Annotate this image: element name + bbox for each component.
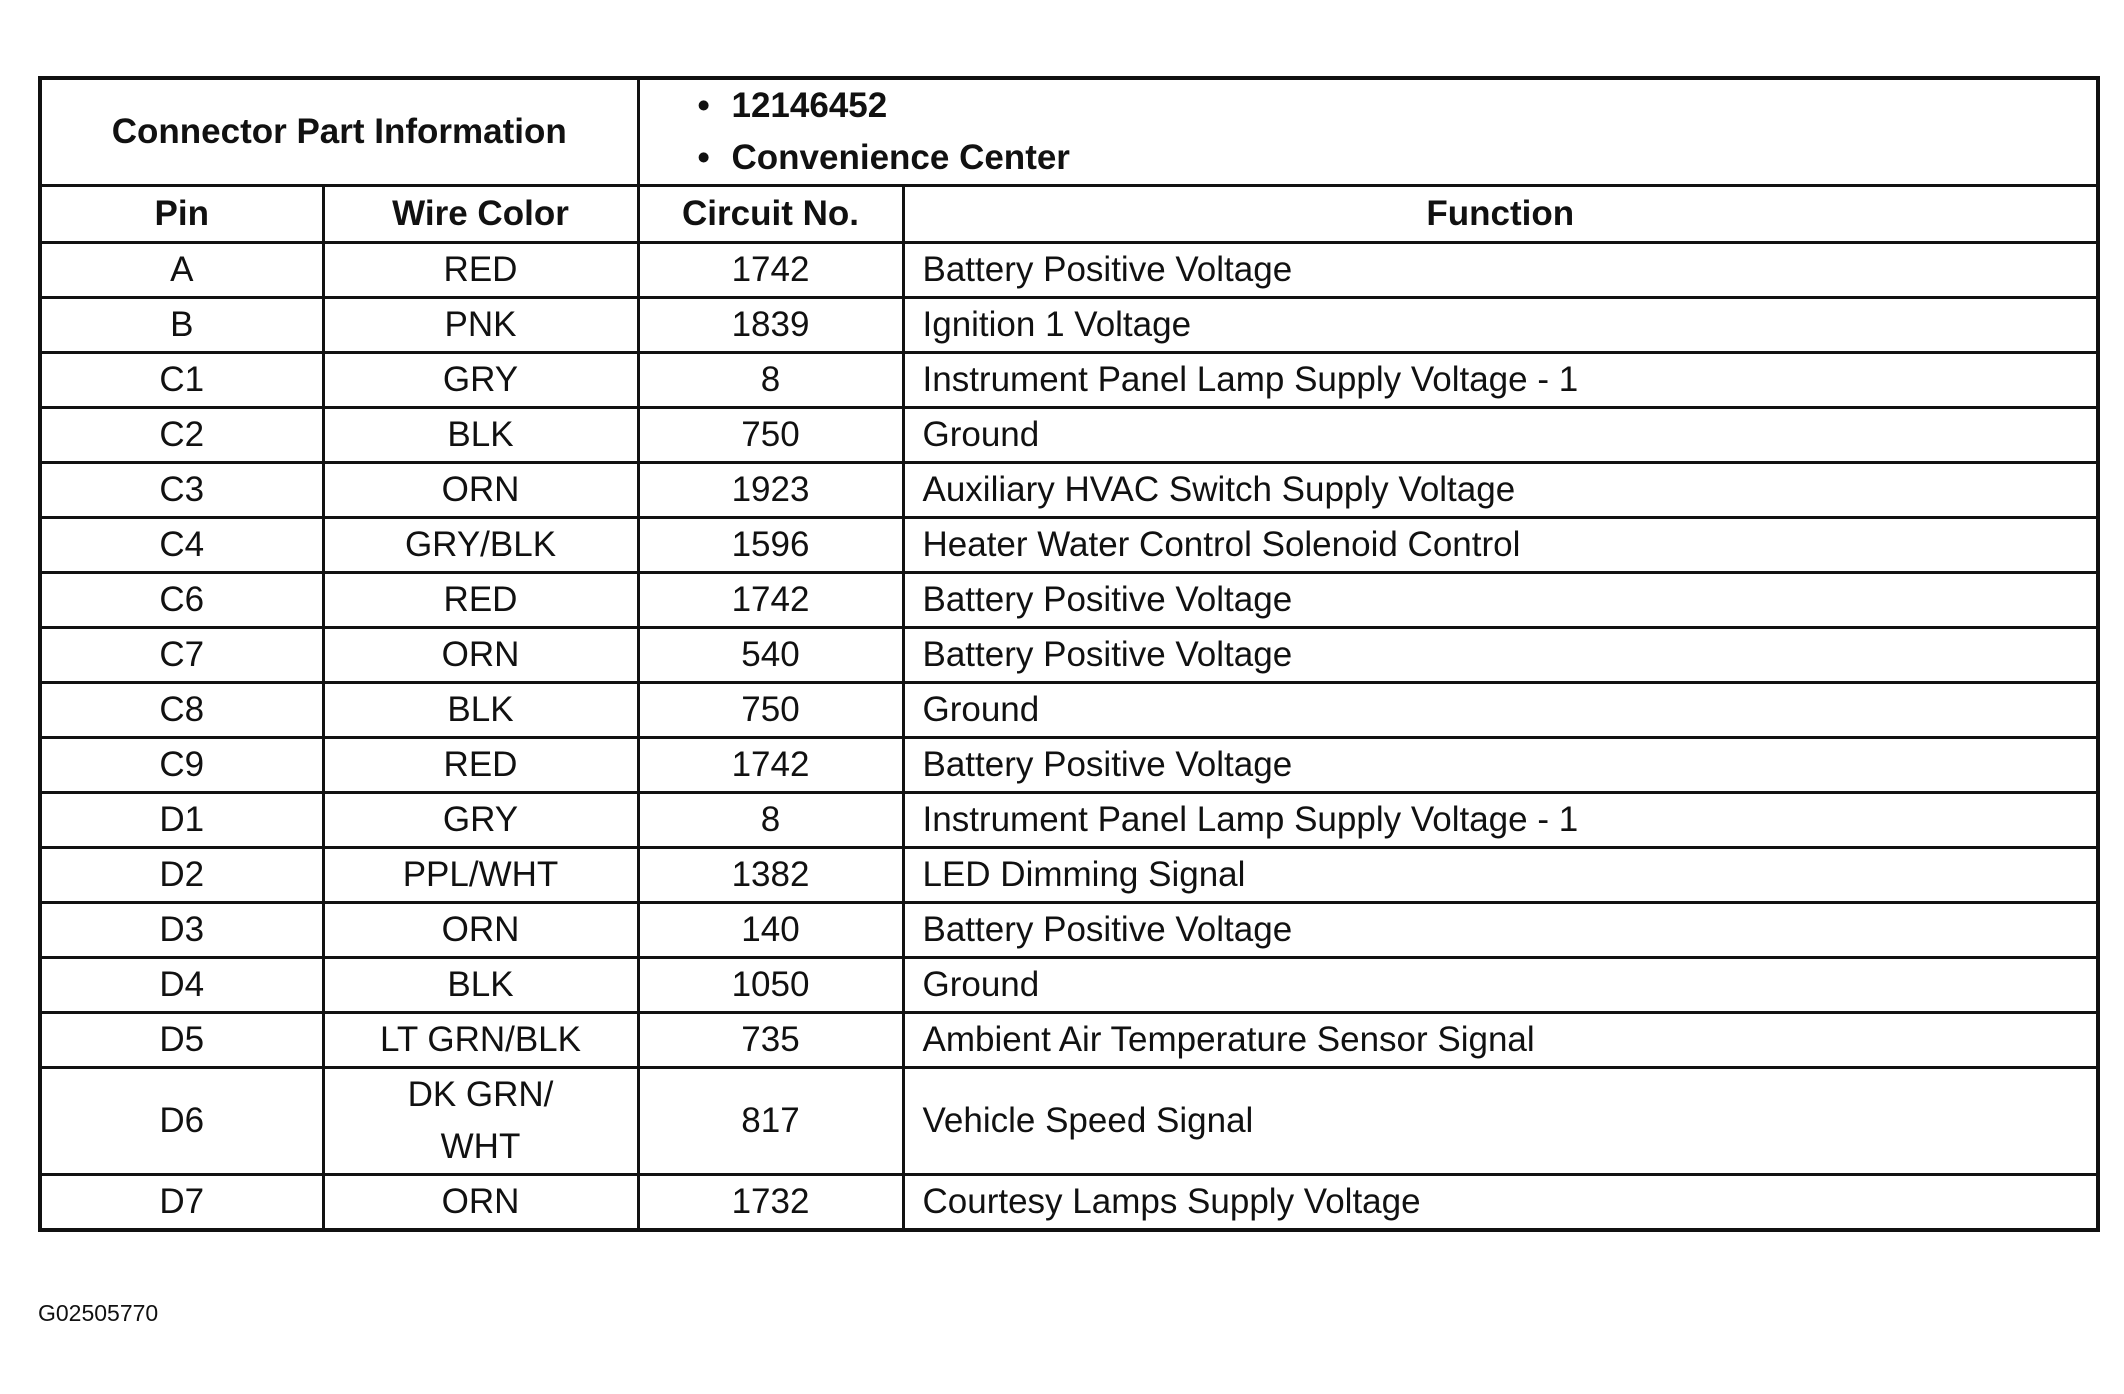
connector-part-number: 12146452 [731, 86, 888, 125]
wire-color-cell: RED [323, 573, 638, 628]
table-row [40, 298, 2098, 353]
table-row [40, 1013, 2098, 1068]
circuit-number-cell: 1596 [638, 518, 903, 573]
wire-color-cell: RED [323, 738, 638, 793]
circuit-number-cell: 1732 [638, 1175, 903, 1231]
function-cell: Vehicle Speed Signal [903, 1068, 2098, 1175]
table-row [40, 848, 2098, 903]
wire-color-cell: GRY [323, 353, 638, 408]
pin-cell: D7 [40, 1175, 323, 1231]
function-cell: Battery Positive Voltage [903, 738, 2098, 793]
function-cell: Battery Positive Voltage [903, 243, 2098, 298]
connector-info-label: Connector Part Information [40, 78, 638, 186]
function-cell: Ambient Air Temperature Sensor Signal [903, 1013, 2098, 1068]
circuit-number-cell: 1742 [638, 573, 903, 628]
function-cell: Battery Positive Voltage [903, 903, 2098, 958]
pin-cell: D4 [40, 958, 323, 1013]
circuit-number-cell: 1742 [638, 738, 903, 793]
table-row [40, 958, 2098, 1013]
table-row [40, 683, 2098, 738]
table-row [40, 1068, 2098, 1175]
wire-color-cell [323, 1068, 638, 1175]
wire-color-cell: GRY [323, 793, 638, 848]
function-cell: Ground [903, 683, 2098, 738]
wire-color-cell: BLK [323, 958, 638, 1013]
wire-color-cell: RED [323, 243, 638, 298]
pin-cell: D6 [40, 1068, 323, 1175]
pin-cell: C9 [40, 738, 323, 793]
pin-cell: D3 [40, 903, 323, 958]
pin-cell: C4 [40, 518, 323, 573]
wire-color-cell: BLK [323, 683, 638, 738]
pin-cell: D1 [40, 793, 323, 848]
function-cell: Instrument Panel Lamp Supply Voltage - 1 [903, 353, 2098, 408]
wire-color-cell: LT GRN/BLK [323, 1013, 638, 1068]
circuit-number-cell: 1839 [638, 298, 903, 353]
wire-color-cell: PPL/WHT [323, 848, 638, 903]
function-cell: Auxiliary HVAC Switch Supply Voltage [903, 463, 2098, 518]
function-cell: Battery Positive Voltage [903, 573, 2098, 628]
pin-cell: C7 [40, 628, 323, 683]
wire-color-line: WHT [440, 1127, 521, 1166]
circuit-number-cell: 8 [638, 793, 903, 848]
wire-color-cell: ORN [323, 903, 638, 958]
connector-location-line [698, 132, 2079, 184]
bullet-icon: • [697, 138, 710, 177]
table-row [40, 573, 2098, 628]
wire-color-cell: ORN [323, 463, 638, 518]
table-row [40, 903, 2098, 958]
circuit-number-cell: 750 [638, 683, 903, 738]
table-row [40, 353, 2098, 408]
circuit-number-cell: 750 [638, 408, 903, 463]
table-row [40, 1175, 2098, 1231]
function-cell: LED Dimming Signal [903, 848, 2098, 903]
wire-color-line: DK GRN/ [407, 1075, 554, 1114]
table-row [40, 243, 2098, 298]
function-cell: Ground [903, 958, 2098, 1013]
table-row [40, 408, 2098, 463]
circuit-number-cell: 8 [638, 353, 903, 408]
function-cell: Courtesy Lamps Supply Voltage [903, 1175, 2098, 1231]
table-row [40, 793, 2098, 848]
column-header-function: Function [903, 186, 2098, 243]
circuit-number-cell: 817 [638, 1068, 903, 1175]
circuit-number-cell: 1050 [638, 958, 903, 1013]
circuit-number-cell: 735 [638, 1013, 903, 1068]
function-cell: Heater Water Control Solenoid Control [903, 518, 2098, 573]
wire-color-cell: GRY/BLK [323, 518, 638, 573]
figure-id: G02505770 [38, 1300, 159, 1326]
circuit-number-cell: 540 [638, 628, 903, 683]
connector-info-row [40, 78, 2098, 186]
column-header-circuit-no: Circuit No. [638, 186, 903, 243]
connector-location: Convenience Center [731, 138, 1070, 177]
circuit-number-cell: 1923 [638, 463, 903, 518]
pin-cell: C3 [40, 463, 323, 518]
circuit-number-cell: 1382 [638, 848, 903, 903]
function-cell: Ground [903, 408, 2098, 463]
function-cell: Ignition 1 Voltage [903, 298, 2098, 353]
bullet-icon: • [697, 86, 710, 125]
pin-cell: C2 [40, 408, 323, 463]
pin-cell: C6 [40, 573, 323, 628]
wire-color-cell: PNK [323, 298, 638, 353]
function-cell: Battery Positive Voltage [903, 628, 2098, 683]
wire-color-cell: ORN [323, 628, 638, 683]
connector-info-values [638, 78, 2098, 186]
column-header-wire-color: Wire Color [323, 186, 638, 243]
function-cell: Instrument Panel Lamp Supply Voltage - 1 [903, 793, 2098, 848]
pin-cell: C8 [40, 683, 323, 738]
column-header-pin: Pin [40, 186, 323, 243]
table-row [40, 518, 2098, 573]
column-header-row [40, 186, 2098, 243]
wire-color-cell: BLK [323, 408, 638, 463]
pin-cell: D5 [40, 1013, 323, 1068]
circuit-number-cell: 140 [638, 903, 903, 958]
connector-table [38, 76, 2100, 1232]
pin-cell: D2 [40, 848, 323, 903]
wire-color-cell: ORN [323, 1175, 638, 1231]
table-row [40, 738, 2098, 793]
pin-cell: C1 [40, 353, 323, 408]
table-row [40, 628, 2098, 683]
connector-part-number-line [698, 80, 2079, 132]
connector-table-body [40, 78, 2098, 1230]
circuit-number-cell: 1742 [638, 243, 903, 298]
table-row [40, 463, 2098, 518]
pin-cell: A [40, 243, 323, 298]
pin-cell: B [40, 298, 323, 353]
